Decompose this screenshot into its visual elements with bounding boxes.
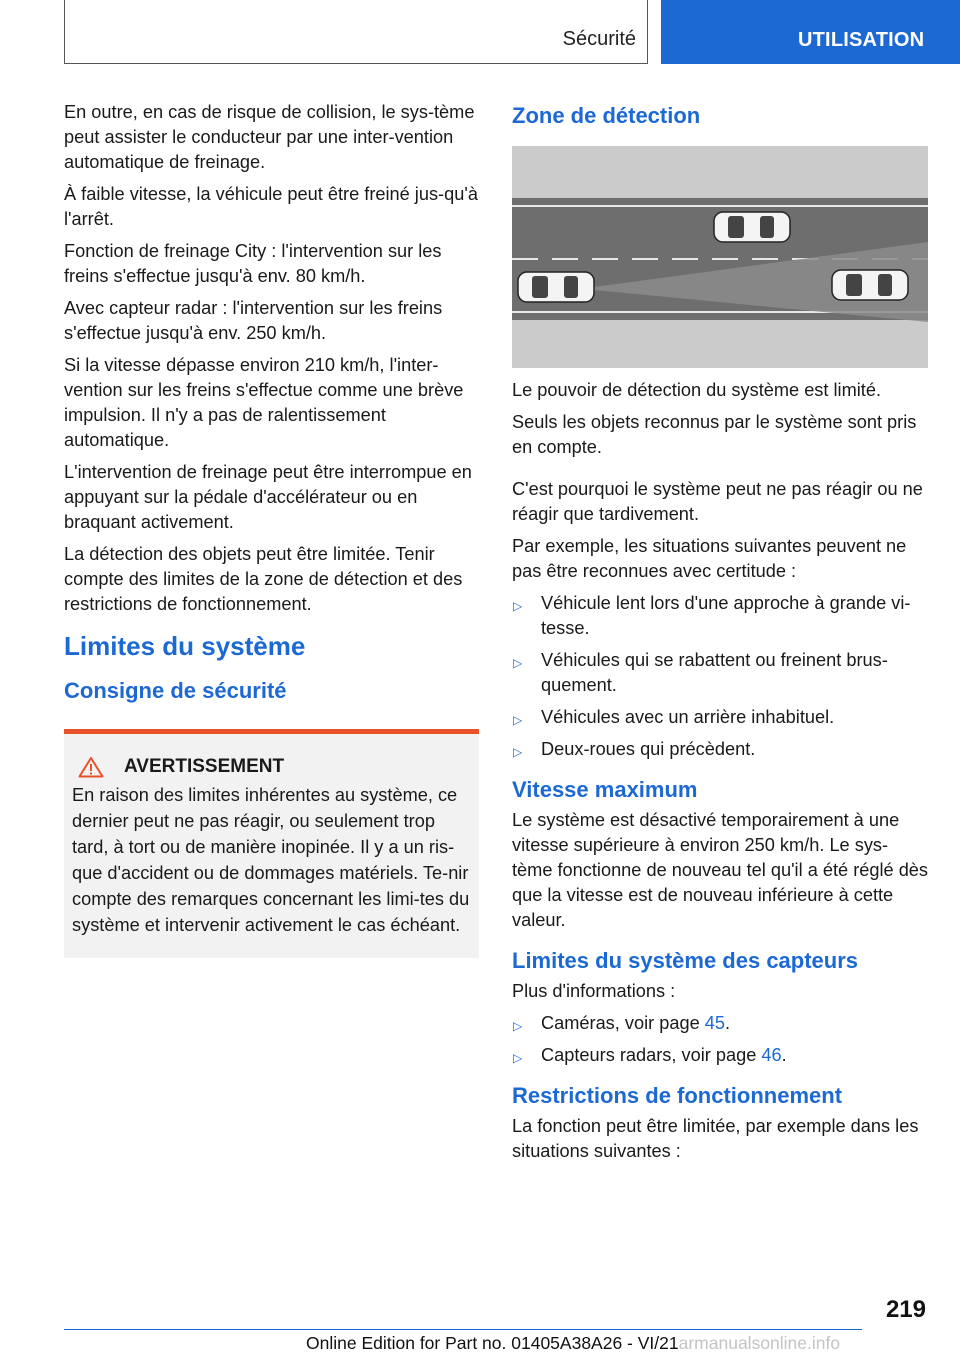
- header-chapter-tab[interactable]: UTILISATION: [661, 0, 960, 64]
- list-item: ▷ Deux-roues qui précèdent.: [512, 737, 928, 762]
- paragraph: Fonction de freinage City : l'intervention sur les freins s'effectue jusqu'à env. 80 km/h.: [64, 241, 442, 286]
- bullet-triangle-icon: ▷: [513, 745, 523, 759]
- heading-safety-note: Consigne de sécurité: [64, 678, 287, 703]
- heading-restrictions: Restrictions de fonctionnement: [512, 1083, 843, 1108]
- bullet-triangle-icon: ▷: [513, 1051, 523, 1065]
- warning-title: [72, 754, 473, 779]
- paragraph: Le système est désactivé temporairement à une vitesse supérieure à environ 250 km/h. Le sys-tème fonctionne de nouveau tel qu'il a été réglé dès que la vitesse est de nouveau inférieure à cette valeur.: [512, 810, 929, 930]
- bullet-triangle-icon: ▷: [513, 713, 523, 727]
- heading-detection-zone: Zone de détection: [512, 103, 701, 128]
- footer-divider: [64, 1329, 862, 1330]
- right-column: [512, 100, 928, 1171]
- warning-label: AVERTISSEMENT: [124, 756, 285, 777]
- warning-triangle-icon: [78, 756, 104, 778]
- car-icon: [518, 272, 594, 302]
- warning-text: En raison des limites inhérentes au système, ce dernier peut ne pas réagir, ou seulement trop tard, à tort ou de manière inopinée. Il y a un ris-que d'accident ou de dommages matériels. Te-nir compte des remarques concernant les limi-tes du système et intervenir activement le cas échéant.: [72, 785, 470, 935]
- paragraph: En outre, en cas de risque de collision, le sys-tème peut assister le conducteur par une inter-vention automatique de freinage.: [64, 102, 475, 172]
- list-item: ▷ Véhicules qui se rabattent ou freinent brus-quement.: [513, 650, 888, 695]
- paragraph: Par exemple, les situations suivantes peuvent ne pas être reconnues avec certitude :: [512, 536, 907, 581]
- page-number: 219: [885, 1296, 926, 1323]
- list-item: ▷ Capteurs radars, voir page 46.: [512, 1043, 928, 1068]
- watermark: armanualsonline.info: [678, 1333, 841, 1353]
- paragraph: C'est pourquoi le système peut ne pas réagir ou ne réagir que tardivement.: [512, 479, 923, 524]
- heading-sensor-limits: Limites du système des capteurs: [512, 948, 859, 973]
- paragraph: Si la vitesse dépasse environ 210 km/h, l'inter-vention sur les freins s'effectue comme une brève impulsion. Il n'y a pas de ralentissement automatique.: [64, 355, 464, 450]
- list-item: ▷ Véhicules avec un arrière inhabituel.: [512, 705, 928, 730]
- car-icon: [714, 212, 790, 242]
- footer-edition: Online Edition for Part no. 01405A38A26 - VI/21armanualsonline.info: [306, 1333, 841, 1353]
- header-section-title: Sécurité: [562, 28, 636, 50]
- paragraph: À faible vitesse, la véhicule peut être freiné jus-qu'à l'arrêt.: [64, 184, 478, 229]
- detection-zone-illustration: [512, 146, 928, 368]
- paragraph: Le pouvoir de détection du système est limité.: [512, 380, 881, 400]
- heading-max-speed: Vitesse maximum: [512, 777, 698, 802]
- heading-system-limits: Limites du système: [64, 631, 306, 661]
- bullet-triangle-icon: ▷: [513, 599, 523, 613]
- sensor-links-list: [512, 1011, 928, 1068]
- page-link-45[interactable]: 45: [704, 1013, 725, 1033]
- left-column: [64, 100, 479, 958]
- detection-limits-list: [512, 591, 928, 762]
- header-frame: [64, 0, 648, 64]
- bullet-triangle-icon: ▷: [513, 1019, 523, 1033]
- paragraph: Seuls les objets reconnus par le système sont pris en compte.: [512, 412, 917, 457]
- list-item: ▷ Caméras, voir page 45.: [512, 1011, 928, 1036]
- bullet-triangle-icon: ▷: [513, 656, 523, 670]
- warning-box: [64, 729, 479, 958]
- paragraph: L'intervention de freinage peut être interrompue en appuyant sur la pédale d'accélérateur ou en braquant activement.: [64, 462, 472, 532]
- paragraph: Avec capteur radar : l'intervention sur les freins s'effectue jusqu'à env. 250 km/h.: [64, 298, 443, 343]
- paragraph: Plus d'informations :: [512, 981, 676, 1001]
- page-link-46[interactable]: 46: [761, 1045, 782, 1065]
- car-icon: [832, 270, 908, 300]
- list-item: ▷ Véhicule lent lors d'une approche à grande vi-tesse.: [513, 593, 911, 638]
- paragraph: La fonction peut être limitée, par exemple dans les situations suivantes :: [512, 1116, 919, 1161]
- paragraph: La détection des objets peut être limitée. Tenir compte des limites de la zone de détection et des restrictions de fonctionnement.: [64, 544, 463, 614]
